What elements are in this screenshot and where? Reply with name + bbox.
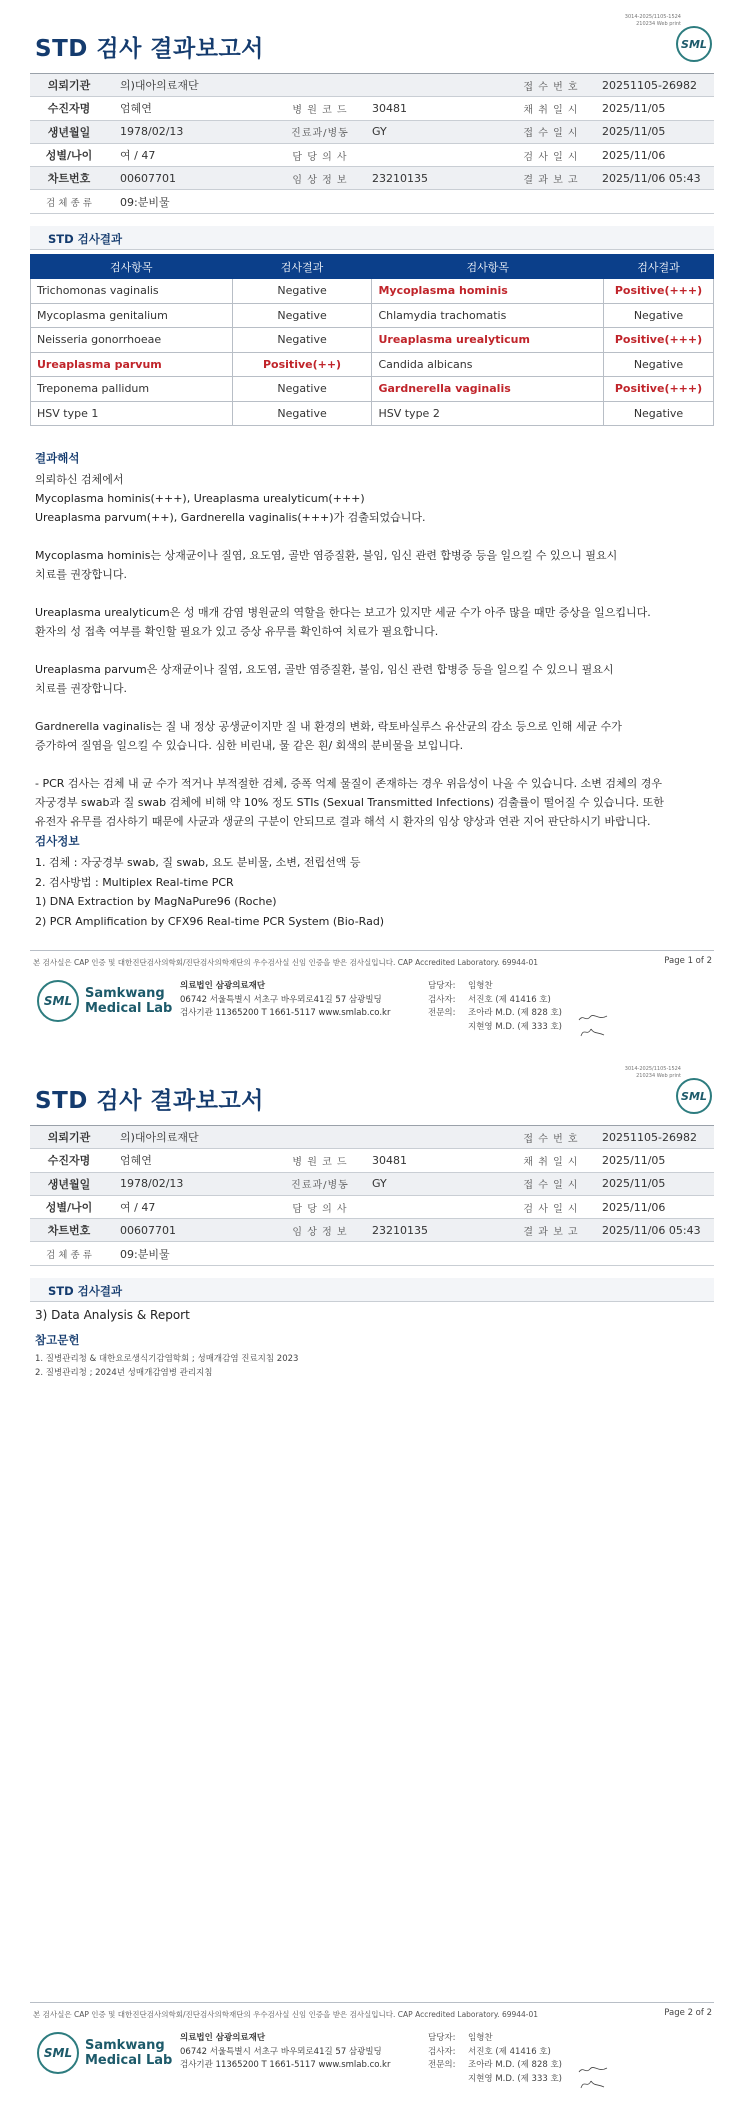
- col-header-item-left: 검사항목: [31, 255, 233, 279]
- institution-value: 의)대아의료재단: [108, 74, 510, 97]
- sml-logo-mark: SML: [37, 980, 79, 1022]
- label-name: 수진자명: [30, 1149, 108, 1172]
- interp-line: 의뢰하신 검체에서: [35, 473, 124, 486]
- test-date-value: 2025/11/06: [592, 143, 714, 166]
- col-header-result-right: 검사결과: [604, 255, 714, 279]
- label-test-date: 검 사 일 시: [510, 1195, 592, 1218]
- test-info-list: [35, 853, 715, 931]
- test-result: Negative: [604, 352, 714, 377]
- test-info-title: 검사정보: [35, 834, 80, 848]
- patient-info-table: [30, 73, 714, 214]
- specimen-value: 09:분비물: [108, 190, 714, 213]
- label-institution: 의뢰기관: [30, 74, 108, 97]
- interp-line: 치료를 권장합니다.: [35, 568, 128, 581]
- test-item: Mycoplasma genitalium: [31, 303, 233, 328]
- test-result: Negative: [604, 303, 714, 328]
- interp-line: 자궁경부 swab과 질 swab 검체에 비해 약 10% 정도 STIs (Sexual Transmitted Infections) 검출률이 떨어질 수 있습니다. 또한: [35, 796, 664, 809]
- hospital-code-value: 30481: [360, 97, 510, 120]
- test-result: Negative: [604, 401, 714, 426]
- doctor-value: [360, 143, 510, 166]
- accreditation-note: 본 검사실은 CAP 인증 및 대한진단검사의학회/진단검사의학재단의 우수검사실 신임 인증을 받은 검사실입니다. CAP Accredited Laboratory. 69944-01: [33, 958, 539, 967]
- label-chart-no: 차트번호: [30, 167, 108, 190]
- label-sex-age: 성별/나이: [30, 143, 108, 166]
- test-item: Neisseria gonorrhoeae: [31, 328, 233, 353]
- label-birth: 생년월일: [30, 120, 108, 143]
- label-name: 수진자명: [30, 97, 108, 120]
- name-value: 엄혜연: [108, 97, 280, 120]
- signature-image: [578, 2078, 608, 2090]
- print-stamp: 3014-2025/1105-1524 210234 Web print: [624, 1066, 681, 1079]
- label-institution: 의뢰기관: [30, 1126, 108, 1149]
- test-item: Treponema pallidum: [31, 377, 233, 402]
- accreditation-note: 본 검사실은 CAP 인증 및 대한진단검사의학회/진단검사의학재단의 우수검사실 신임 인증을 받은 검사실입니다. CAP Accredited Laboratory. 69944-01: [33, 2010, 539, 2019]
- table-row: [31, 352, 714, 377]
- interpretation-title: 결과해석: [35, 451, 80, 465]
- interpretation-body: [35, 470, 715, 831]
- sex-age-value: 여 / 47: [108, 143, 280, 166]
- reception-no-value: 20251105-26982: [592, 1126, 714, 1149]
- reception-date-value: 2025/11/05: [592, 120, 714, 143]
- lab-staff: 담당자: 임형찬 검사자: 서진호 (제 41416 호) 전문의: 조아라 M.D. (제 828 호) 지현영 M.D. (제 333 호): [428, 981, 563, 1032]
- label-chart-no: 차트번호: [30, 1219, 108, 1242]
- col-header-item-right: 검사항목: [372, 255, 604, 279]
- sml-logo: SML: [676, 1078, 712, 1114]
- test-result: Negative: [232, 377, 372, 402]
- test-info-item: 2. 검사방법 : Multiplex Real-time PCR: [35, 875, 234, 889]
- table-row: [31, 328, 714, 353]
- label-doctor: 담 당 의 사: [280, 143, 360, 166]
- interp-line: Ureaplasma urealyticum은 성 매개 감염 병원균의 역할을 한다는 보고가 있지만 세균 수가 아주 많을 때만 증상을 일으킵니다.: [35, 606, 651, 619]
- interp-line: 치료를 권장합니다.: [35, 682, 128, 695]
- test-info-item: 2) PCR Amplification by CFX96 Real-time PCR System (Bio-Rad): [35, 914, 385, 928]
- dept-value: GY: [360, 120, 510, 143]
- dept-value: GY: [360, 1172, 510, 1195]
- label-collection-date: 채 취 일 시: [510, 1149, 592, 1172]
- label-report-date: 결 과 보 고: [510, 167, 592, 190]
- interp-line: Ureaplasma parvum은 상재균이나 질염, 요도염, 골반 염증질환, 불임, 임신 관련 합병증 등을 일으킬 수 있으니 필요시: [35, 663, 614, 676]
- clinical-value: 23210135: [360, 1219, 510, 1242]
- footer-divider: [30, 950, 714, 951]
- chart-no-value: 00607701: [108, 1219, 280, 1242]
- test-item-positive: Mycoplasma hominis: [372, 279, 604, 304]
- test-result-positive: Positive(++): [232, 352, 372, 377]
- results-section-header: STD 검사결과: [30, 1278, 714, 1302]
- hospital-code-value: 30481: [360, 1149, 510, 1172]
- test-item: HSV type 1: [31, 401, 233, 426]
- test-info-item: 1. 검체 : 자궁경부 swab, 질 swab, 요도 분비물, 소변, 전립선액 등: [35, 856, 361, 869]
- report-title: STD 검사 결과보고서: [35, 36, 264, 62]
- test-item: Trichomonas vaginalis: [31, 279, 233, 304]
- interp-line: 유전자 유무를 검사하기 때문에 사균과 생균의 구분이 안되므로 결과 해석 시 환자의 임상 양상과 연관 지어 판단하시기 바랍니다.: [35, 815, 651, 828]
- table-row: [31, 303, 714, 328]
- collection-date-value: 2025/11/05: [592, 1149, 714, 1172]
- interp-line: Mycoplasma hominis(+++), Ureaplasma urealyticum(+++): [35, 492, 365, 505]
- page-number: Page 2 of 2: [664, 2008, 712, 2018]
- label-hospital-code: 병 원 코 드: [280, 97, 360, 120]
- birth-value: 1978/02/13: [108, 120, 280, 143]
- specimen-value: 09:분비물: [108, 1242, 714, 1265]
- patient-info-table: [30, 1125, 714, 1266]
- test-info-item: 1) DNA Extraction by MagNaPure96 (Roche): [35, 895, 277, 908]
- test-result-positive: Positive(+++): [604, 377, 714, 402]
- test-result: Negative: [232, 279, 372, 304]
- col-header-result-left: 검사결과: [232, 255, 372, 279]
- label-test-date: 검 사 일 시: [510, 143, 592, 166]
- test-info-item: 3) Data Analysis & Report: [35, 1308, 190, 1322]
- references-list: [35, 1352, 298, 1380]
- label-specimen: 검 체 종 류: [30, 190, 108, 213]
- label-specimen: 검 체 종 류: [30, 1242, 108, 1265]
- test-item: HSV type 2: [372, 401, 604, 426]
- signature-image: [578, 1026, 608, 1038]
- interp-line: 환자의 성 접촉 여부를 확인할 필요가 있고 증상 유무를 확인하여 치료가 필요합니다.: [35, 625, 439, 638]
- clinical-value: 23210135: [360, 167, 510, 190]
- page-number: Page 1 of 2: [664, 956, 712, 966]
- table-row: [31, 279, 714, 304]
- lab-name: Samkwang Medical Lab: [85, 986, 173, 1016]
- label-dept: 진료과/병동: [280, 120, 360, 143]
- interp-line: - PCR 검사는 검체 내 균 수가 적거나 부적절한 검체, 증폭 억제 물질이 존재하는 경우 위음성이 나올 수 있습니다. 소변 검체의 경우: [35, 777, 663, 790]
- label-birth: 생년월일: [30, 1172, 108, 1195]
- label-hospital-code: 병 원 코 드: [280, 1149, 360, 1172]
- lab-address: 의료법인 삼광의료재단 06742 서울특별시 서초구 바우뫼로41길 57 삼광빌딩 검사기관 11365200 T 1661-5117 www.smlab.co.kr: [180, 2033, 391, 2070]
- label-reception-no: 접 수 번 호: [510, 74, 592, 97]
- label-sex-age: 성별/나이: [30, 1195, 108, 1218]
- reference-item: 1. 질병관리청 & 대한요로생식기감염학회 ; 성매개감염 진료지침 2023: [35, 1354, 299, 1364]
- lab-name: Samkwang Medical Lab: [85, 2038, 173, 2068]
- test-result: Negative: [232, 303, 372, 328]
- report-page-2: [0, 1052, 744, 2104]
- signature-image: [578, 1012, 608, 1024]
- label-dept: 진료과/병동: [280, 1172, 360, 1195]
- test-item-positive: Ureaplasma parvum: [31, 352, 233, 377]
- label-reception-date: 접 수 일 시: [510, 120, 592, 143]
- birth-value: 1978/02/13: [108, 1172, 280, 1195]
- test-result: Negative: [232, 401, 372, 426]
- footer-divider: [30, 2002, 714, 2003]
- doctor-value: [360, 1195, 510, 1218]
- table-row: [31, 401, 714, 426]
- collection-date-value: 2025/11/05: [592, 97, 714, 120]
- label-clinical: 임 상 정 보: [280, 167, 360, 190]
- chart-no-value: 00607701: [108, 167, 280, 190]
- lab-staff: 담당자: 임형찬 검사자: 서진호 (제 41416 호) 전문의: 조아라 M.D. (제 828 호) 지현영 M.D. (제 333 호): [428, 2033, 563, 2084]
- label-doctor: 담 당 의 사: [280, 1195, 360, 1218]
- lab-logo: [37, 2032, 172, 2074]
- test-date-value: 2025/11/06: [592, 1195, 714, 1218]
- test-item: Candida albicans: [372, 352, 604, 377]
- test-result: Negative: [232, 328, 372, 353]
- interp-line: 증가하여 질염을 일으킬 수 있습니다. 심한 비린내, 물 같은 흰/ 회색의 분비물을 보입니다.: [35, 739, 464, 752]
- label-collection-date: 채 취 일 시: [510, 97, 592, 120]
- test-result-positive: Positive(+++): [604, 328, 714, 353]
- std-results-table: [30, 254, 714, 426]
- label-report-date: 결 과 보 고: [510, 1219, 592, 1242]
- table-row: [31, 377, 714, 402]
- interp-line: Mycoplasma hominis는 상재균이나 질염, 요도염, 골반 염증질환, 불임, 임신 관련 합병증 등을 일으킬 수 있으니 필요시: [35, 549, 618, 562]
- report-title: STD 검사 결과보고서: [35, 1088, 264, 1114]
- institution-value: 의)대아의료재단: [108, 1126, 510, 1149]
- lab-logo: [37, 980, 172, 1022]
- lab-address: 의료법인 삼광의료재단 06742 서울특별시 서초구 바우뫼로41길 57 삼광빌딩 검사기관 11365200 T 1661-5117 www.smlab.co.kr: [180, 981, 391, 1018]
- label-reception-no: 접 수 번 호: [510, 1126, 592, 1149]
- results-section-header: STD 검사결과: [30, 226, 714, 250]
- interp-line: Gardnerella vaginalis는 질 내 정상 공생균이지만 질 내 환경의 변화, 락토바실루스 유산균의 감소 등으로 인해 세균 수가: [35, 720, 622, 733]
- label-clinical: 임 상 정 보: [280, 1219, 360, 1242]
- name-value: 엄혜연: [108, 1149, 280, 1172]
- print-stamp: 3014-2025/1105-1524 210234 Web print: [624, 14, 681, 27]
- reference-item: 2. 질병관리청 ; 2024년 성매개감염병 관리지침: [35, 1368, 213, 1378]
- sml-logo: SML: [676, 26, 712, 62]
- report-date-value: 2025/11/06 05:43: [592, 167, 714, 190]
- sex-age-value: 여 / 47: [108, 1195, 280, 1218]
- sml-logo-mark: SML: [37, 2032, 79, 2074]
- test-item-positive: Ureaplasma urealyticum: [372, 328, 604, 353]
- test-item-positive: Gardnerella vaginalis: [372, 377, 604, 402]
- signature-image: [578, 2064, 608, 2076]
- report-date-value: 2025/11/06 05:43: [592, 1219, 714, 1242]
- interp-line: Ureaplasma parvum(++), Gardnerella vaginalis(+++)가 검출되었습니다.: [35, 511, 426, 524]
- references-title: 참고문헌: [35, 1333, 80, 1347]
- test-item: Chlamydia trachomatis: [372, 303, 604, 328]
- label-reception-date: 접 수 일 시: [510, 1172, 592, 1195]
- reception-date-value: 2025/11/05: [592, 1172, 714, 1195]
- reception-no-value: 20251105-26982: [592, 74, 714, 97]
- test-result-positive: Positive(+++): [604, 279, 714, 304]
